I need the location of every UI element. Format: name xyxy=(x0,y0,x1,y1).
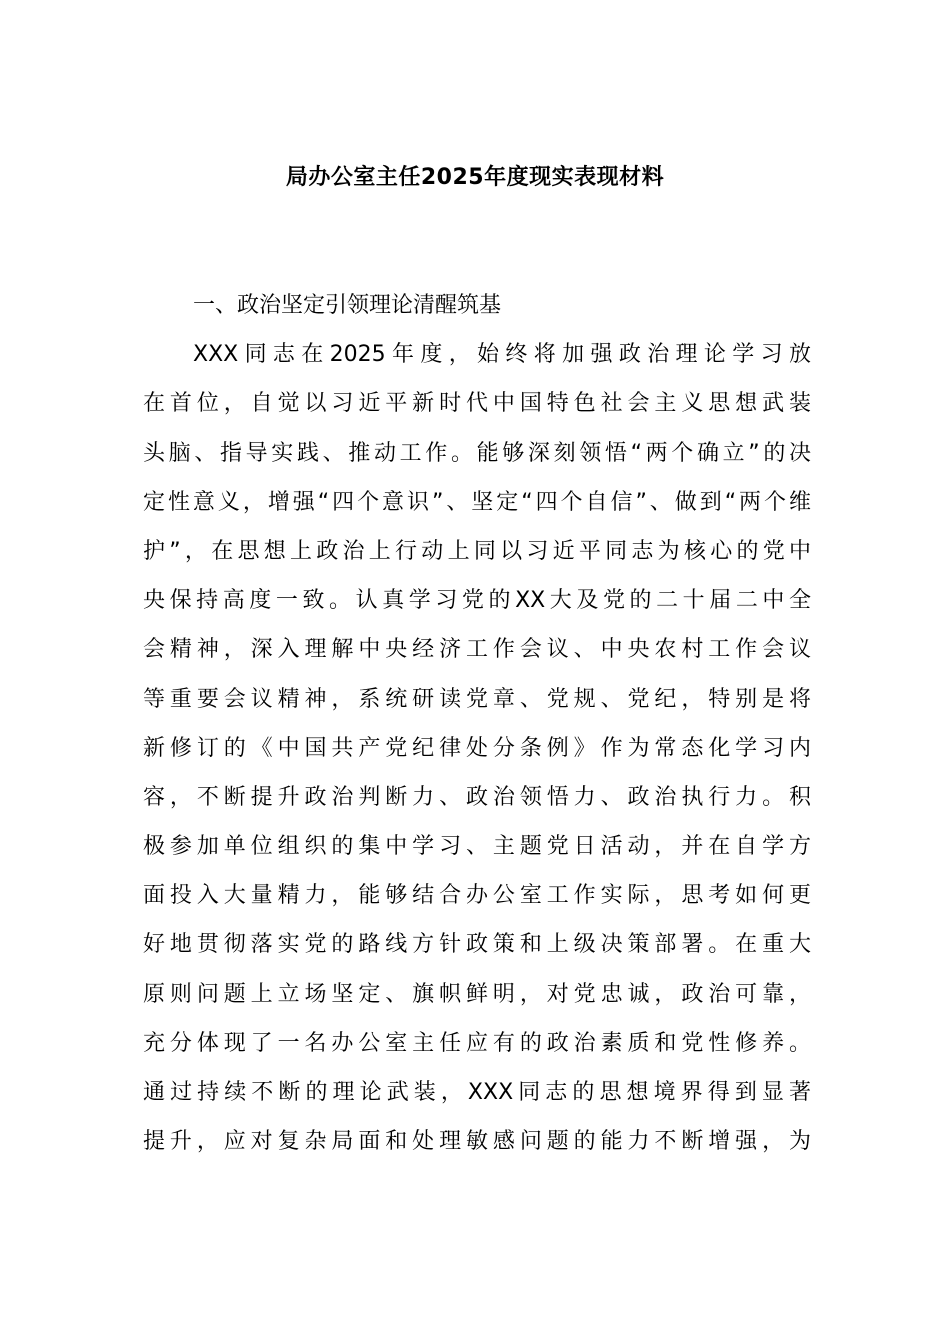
paragraph-line: 好地贯彻落实党的路线方针政策和上级决策部署。在重大 xyxy=(143,932,811,958)
paragraph-line: 容，不断提升政治判断力、政治领悟力、政治执行力。积 xyxy=(143,784,811,810)
paragraph-line: 原则问题上立场坚定、旗帜鲜明，对党忠诚，政治可靠， xyxy=(143,981,811,1007)
paragraph-line: 面投入大量精力，能够结合办公室工作实际，思考如何更 xyxy=(143,883,811,909)
paragraph-line: 会精神，深入理解中央经济工作会议、中央农村工作会议 xyxy=(143,637,811,663)
paragraph-line: 在首位，自觉以习近平新时代中国特色社会主义思想武装 xyxy=(143,391,811,417)
paragraph-line: 等重要会议精神，系统研读党章、党规、党纪，特别是将 xyxy=(143,686,811,712)
paragraph-line: 极参加单位组织的集中学习、主题党日活动，并在自学方 xyxy=(143,834,811,860)
paragraph-line: 新修订的《中国共产党纪律处分条例》作为常态化学习内 xyxy=(143,735,811,761)
section-heading: 一、政治坚定引领理论清醒筑基 xyxy=(193,293,502,318)
paragraph-line: XXX同志在2025年度，始终将加强政治理论学习放 xyxy=(193,342,811,368)
paragraph-line: 定性意义，增强“四个意识”、坚定“四个自信”、做到“两个维 xyxy=(143,489,811,515)
paragraph-line: 充分体现了一名办公室主任应有的政治素质和党性修养。 xyxy=(143,1030,811,1056)
document-body xyxy=(143,281,811,1166)
paragraph-line: 护”，在思想上政治上行动上同以习近平同志为核心的党中 xyxy=(143,538,811,564)
paragraph-line: 央保持高度一致。认真学习党的XX大及党的二十届二中全 xyxy=(143,588,811,614)
body-paragraph xyxy=(143,330,811,1166)
document-title: 局办公室主任2025年度现实表现材料 xyxy=(285,165,665,190)
paragraph-line: 头脑、指导实践、推动工作。能够深刻领悟“两个确立”的决 xyxy=(143,440,811,466)
paragraph-line: 提升，应对复杂局面和处理敏感问题的能力不断增强，为 xyxy=(143,1129,811,1155)
paragraph-line: 通过持续不断的理论武装，XXX同志的思想境界得到显著 xyxy=(143,1080,811,1105)
